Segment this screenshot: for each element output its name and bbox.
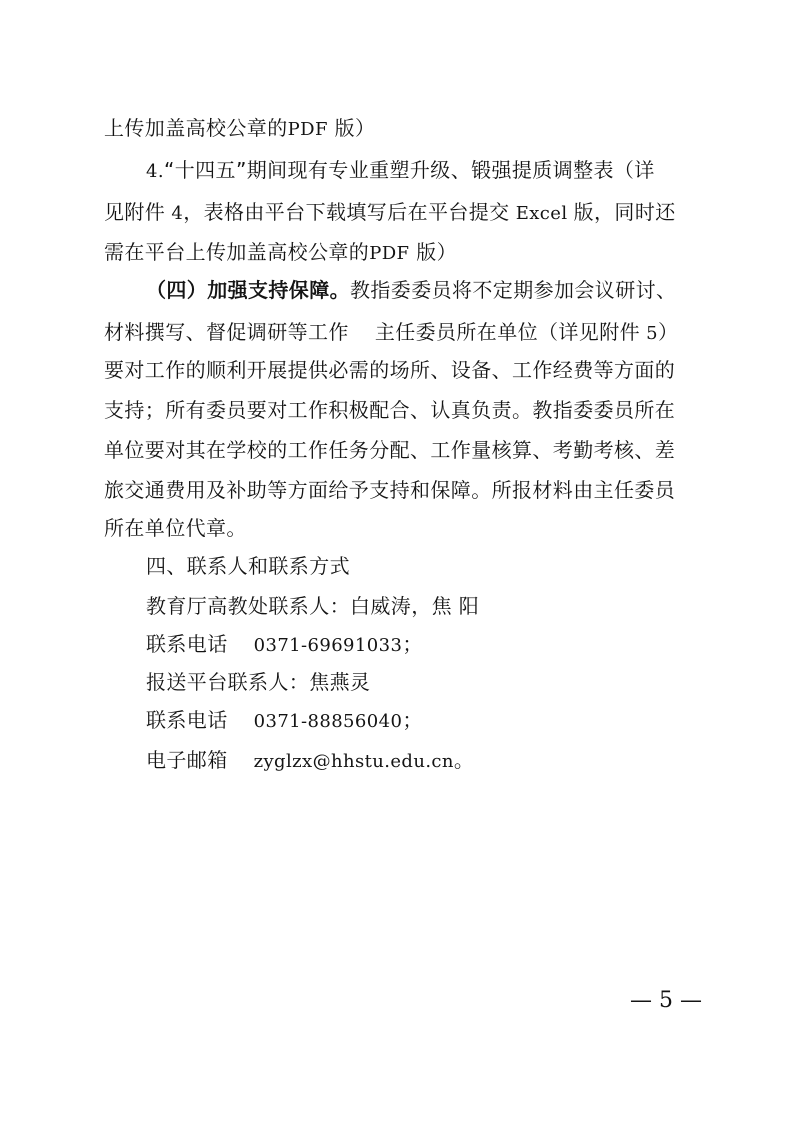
contact-line: 教育厅高教处联系人：白威涛，焦 阳: [146, 594, 480, 618]
text-line: 支持；所有委员要对工作积极配合、认真负责。教指委委员所在: [104, 398, 676, 422]
text-line: 上传加盖高校公章的PDF 版）: [104, 116, 376, 140]
text-line: 所在单位代章。: [104, 516, 247, 540]
text-line: 4.“十四五”期间现有专业重塑升级、锻强提质调整表（详: [146, 158, 655, 182]
text-line: 需在平台上传加盖高校公章的PDF 版）: [104, 240, 457, 264]
text-line: 旅交通费用及补助等方面给予支持和保障。所报材料由主任委员: [104, 478, 676, 502]
text-line: 材料撰写、督促调研等工作 主任委员所在单位（详见附件 5）: [104, 320, 679, 344]
phone-line: 联系电话 0371-69691033；: [146, 632, 423, 656]
text-line: （四）加强支持保障。教指委委员将不定期参加会议研讨、: [146, 278, 677, 302]
contact-line: 报送平台联系人：焦燕灵: [146, 670, 371, 694]
section-title: 四、联系人和联系方式: [146, 554, 350, 578]
section-heading: （四）加强支持保障。: [146, 278, 350, 302]
text-line: 见附件 4，表格由平台下载填写后在平台提交 Excel 版，同时还: [104, 200, 676, 224]
page-number: — 5 —: [630, 988, 702, 1013]
phone-line: 联系电话 0371-88856040；: [146, 708, 423, 732]
text-line: 单位要对其在学校的工作任务分配、工作量核算、考勤考核、差: [104, 438, 676, 462]
text-line: 要对工作的顺利开展提供必需的场所、设备、工作经费等方面的: [104, 358, 676, 382]
email-line: 电子邮箱 zyglzx@hhstu.edu.cn。: [146, 748, 475, 772]
